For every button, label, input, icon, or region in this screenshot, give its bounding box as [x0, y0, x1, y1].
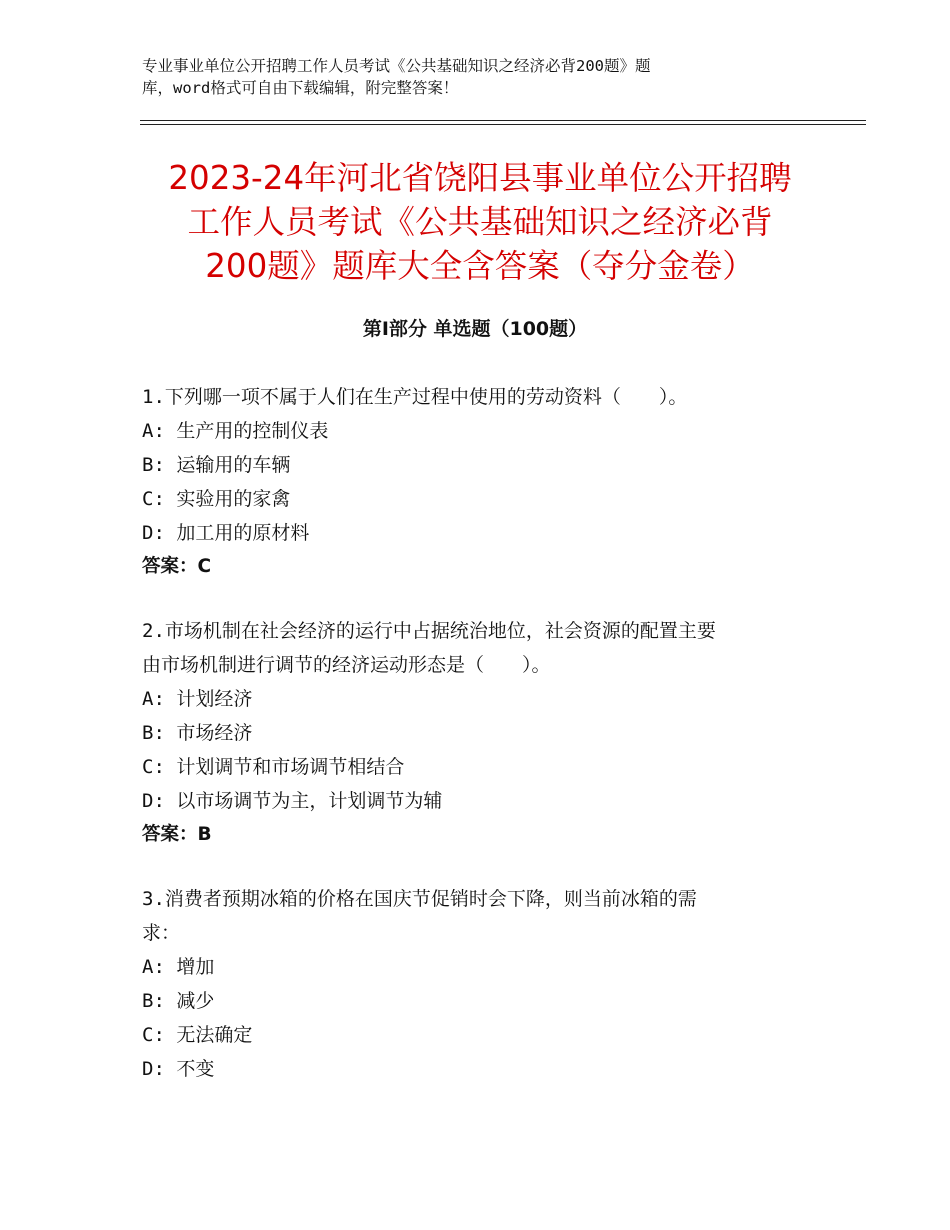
option-b: B: 减少: [142, 990, 215, 1012]
question-stem: [142, 614, 802, 682]
question-item: [142, 380, 802, 584]
header-rule: [140, 124, 866, 125]
option-b: B: 运输用的车辆: [142, 454, 291, 476]
option-c: C: 无法确定: [142, 1024, 253, 1046]
question-item: [142, 882, 802, 1086]
header-note-line: 库，word格式可自由下载编辑，附完整答案！: [142, 79, 459, 97]
section-title: 第Ⅰ部分 单选题（100题）: [362, 318, 588, 340]
option-b: B: 市场经济: [142, 722, 253, 744]
option-a: A: 计划经济: [142, 688, 253, 710]
option-d: D: 以市场调节为主，计划调节为辅: [142, 790, 443, 812]
answer-text: 答案：C: [142, 556, 212, 577]
stem-line: 求：: [142, 922, 181, 944]
question-list: [142, 380, 802, 1116]
option-c: C: 计划调节和市场调节相结合: [142, 756, 405, 778]
question-stem: [142, 882, 802, 950]
stem-line: 1.下列哪一项不属于人们在生产过程中使用的劳动资料（ ）。: [142, 386, 688, 408]
stem-line: 由市场机制进行调节的经济运动形态是（ ）。: [142, 654, 551, 676]
title-line: 工作人员考试《公共基础知识之经济必背: [187, 203, 773, 241]
option-d: D: 不变: [142, 1058, 215, 1080]
stem-line: 2.市场机制在社会经济的运行中占据统治地位，社会资源的配置主要: [142, 620, 716, 642]
question-item: [142, 614, 802, 852]
question-stem: [142, 380, 802, 414]
stem-line: 3.消费者预期冰箱的价格在国庆节促销时会下降，则当前冰箱的需: [142, 888, 697, 910]
answer-text: 答案：B: [142, 824, 212, 845]
option-d: D: 加工用的原材料: [142, 522, 310, 544]
option-a: A: 生产用的控制仪表: [142, 420, 329, 442]
option-c: C: 实验用的家禽: [142, 488, 291, 510]
document-title: [140, 156, 820, 288]
header-note-line: 专业事业单位公开招聘工作人员考试《公共基础知识之经济必背200题》题: [142, 57, 651, 75]
header-note: [142, 55, 782, 99]
title-line: 200题》题库大全含答案（夺分金卷）: [205, 247, 755, 285]
title-line: 2023-24年河北省饶阳县事业单位公开招聘: [168, 159, 792, 197]
header-rule: [140, 120, 866, 121]
option-a: A: 增加: [142, 956, 215, 978]
